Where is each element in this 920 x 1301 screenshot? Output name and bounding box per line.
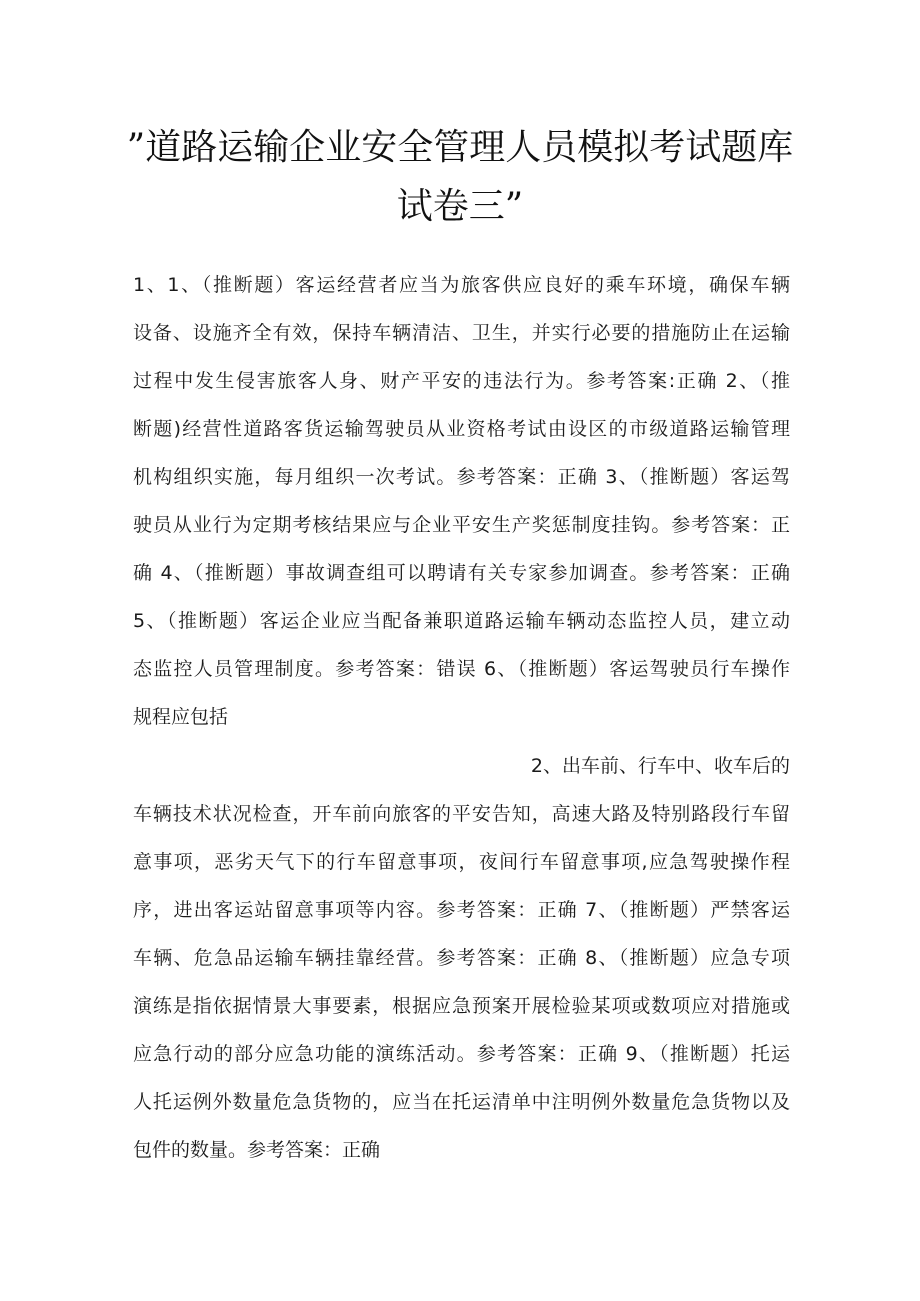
- paragraph-1-line: 1、1、（推断题）客运经营者应当为旅客供应良好的乘车环境，确保车辆: [133, 274, 790, 296]
- paragraph-1-line: 断题)经营性道路客货运输驾驶员从业资格考试由设区的市级道路运输管理: [133, 418, 790, 440]
- paragraph-2-line: 车辆、危急品运输车辆挂靠经营。参考答案：正确 8、（推断题）应急专项: [133, 947, 790, 969]
- document-title-line-2: 试卷三”: [396, 186, 524, 227]
- paragraph-1-line: 态监控人员管理制度。参考答案：错误 6、（推断题）客运驾驶员行车操作: [133, 658, 790, 680]
- paragraph-2-line: 人托运例外数量危急货物的，应当在托运清单中注明例外数量危急货物以及: [133, 1091, 790, 1113]
- paragraph-1-line: 机构组织实施，每月组织一次考试。参考答案：正确 3、（推断题）客运驾: [133, 466, 790, 488]
- paragraph-2-line: 意事项，恶劣天气下的行车留意事项，夜间行车留意事项,应急驾驶操作程: [133, 851, 790, 873]
- paragraph-2-line: 包件的数量。参考答案：正确: [133, 1139, 381, 1161]
- paragraph-1-line: 过程中发生侵害旅客人身、财产平安的违法行为。参考答案:正确 2、（推: [133, 370, 790, 392]
- paragraph-1-line: 驶员从业行为定期考核结果应与企业平安生产奖惩制度挂钩。参考答案：正: [133, 514, 790, 536]
- paragraph-2-line: 2、出车前、行车中、收车后的: [530, 755, 790, 777]
- paragraph-1-line: 确 4、（推断题）事故调查组可以聘请有关专家参加调查。参考答案：正确: [133, 562, 790, 584]
- paragraph-1-line: 5、（推断题）客运企业应当配备兼职道路运输车辆动态监控人员，建立动: [133, 610, 790, 632]
- paragraph-1-line: 设备、设施齐全有效，保持车辆清洁、卫生，并实行必要的措施防止在运输: [133, 322, 790, 344]
- paragraph-2-line: 演练是指依据情景大事要素，根据应急预案开展检验某项或数项应对措施或: [133, 995, 790, 1017]
- document-title-line-1: ”道路运输企业安全管理人员模拟考试题库: [126, 127, 794, 168]
- paragraph-1-line: 规程应包括: [133, 706, 229, 728]
- paragraph-2-line: 车辆技术状况检查，开车前向旅客的平安告知，高速大路及特别路段行车留: [133, 803, 790, 825]
- paragraph-2-line: 序，进出客运站留意事项等内容。参考答案：正确 7、（推断题）严禁客运: [133, 899, 790, 921]
- paragraph-2-line: 应急行动的部分应急功能的演练活动。参考答案：正确 9、（推断题）托运: [133, 1043, 790, 1065]
